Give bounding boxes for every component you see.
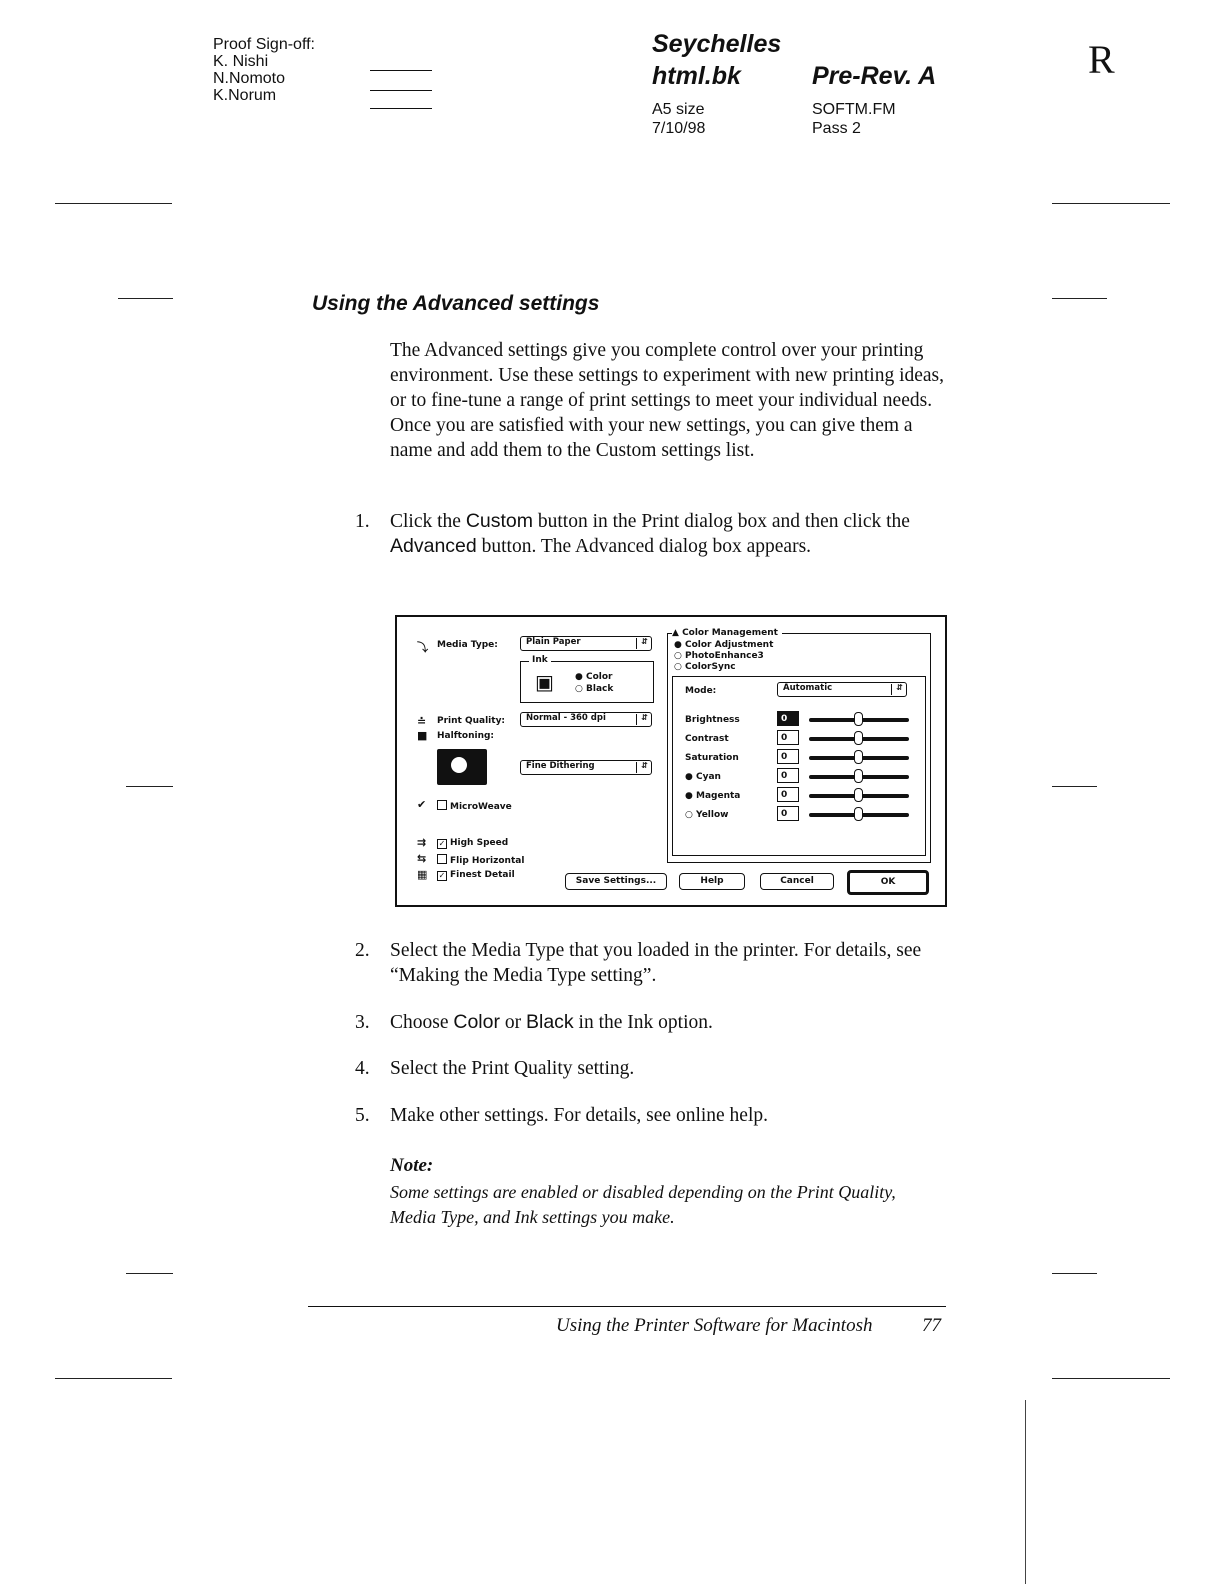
ink-label: Ink [529, 655, 551, 665]
print-quality-label: Print Quality: [437, 716, 506, 726]
ink-cartridge-icon: ▣ [535, 670, 554, 694]
high-speed-checkbox[interactable]: ✓ High Speed [438, 838, 509, 848]
step-number: 5. [355, 1105, 370, 1126]
finest-detail-checkbox[interactable]: ✓ Finest Detail [438, 870, 515, 880]
save-settings-button[interactable]: Save Settings... [565, 873, 667, 890]
yellow-label: ○ Yellow [685, 810, 729, 820]
slider-knob[interactable] [854, 788, 863, 802]
cyan-slider[interactable] [809, 775, 909, 779]
brightness-label: Brightness [685, 715, 740, 725]
yellow-field[interactable]: 0 [777, 806, 799, 821]
magenta-slider[interactable] [809, 794, 909, 798]
slider-knob[interactable] [854, 807, 863, 821]
yellow-slider[interactable] [809, 813, 909, 817]
crop-mark [55, 1378, 172, 1379]
header-pass: Pass 2 [812, 120, 861, 137]
print-quality-icon: ≐ [417, 715, 427, 728]
contrast-label: Contrast [685, 734, 729, 744]
magenta-field[interactable]: 0 [777, 787, 799, 802]
crop-mark [126, 1273, 173, 1274]
microweave-icon: ✔ [417, 798, 427, 811]
page-number: 77 [922, 1315, 941, 1336]
crop-mark [118, 298, 173, 299]
halftone-preview-image [437, 749, 487, 785]
ok-button[interactable]: OK [847, 870, 929, 895]
ink-group [520, 655, 654, 703]
colorsync-radio[interactable]: ○ ColorSync [674, 662, 736, 672]
print-quality-select[interactable]: Normal - 360 dpi ⇵ [520, 712, 652, 727]
proof-signoff [213, 36, 315, 104]
updown-arrow-icon: ⇵ [641, 761, 648, 770]
contrast-slider[interactable] [809, 737, 909, 741]
halftoning-select[interactable]: Fine Dithering ⇵ [520, 760, 652, 775]
proof-name: K. Nishi [213, 53, 269, 70]
proof-name: K.Norum [213, 87, 277, 104]
header-date: 7/10/98 [652, 120, 706, 137]
updown-arrow-icon: ⇵ [641, 713, 648, 722]
step-number: 3. [355, 1012, 370, 1033]
header-size: A5 size [652, 101, 705, 118]
slider-knob[interactable] [854, 769, 863, 783]
cancel-button[interactable]: Cancel [760, 873, 834, 890]
saturation-slider[interactable] [809, 756, 909, 760]
high-speed-icon: ⇉ [417, 836, 427, 849]
signature-line [370, 70, 432, 71]
crop-mark [1052, 298, 1107, 299]
color-adjustment-panel [672, 676, 926, 856]
photoenhance-radio[interactable]: ○ PhotoEnhance3 [674, 651, 764, 661]
step-text: Make other settings. For details, see online help. [390, 1105, 769, 1126]
note-label: Note: [390, 1155, 434, 1176]
saturation-label: Saturation [685, 753, 739, 763]
proof-heading: Proof Sign-off: [213, 36, 315, 53]
crop-mark [55, 203, 172, 204]
step-text: Choose Color or Black in the Ink option. [390, 1011, 713, 1033]
footer-title: Using the Printer Software for Macintosh [556, 1315, 873, 1336]
header-revision: Pre-Rev. A [812, 62, 937, 90]
updown-arrow-icon: ⇵ [641, 637, 648, 646]
brightness-slider[interactable] [809, 718, 909, 722]
header-book: html.bk [652, 62, 741, 90]
halftoning-label: Halftoning: [437, 731, 495, 741]
step-text: Click the Custom button in the Print dialog box and then click the Advanced button. The Advanced dialog box appears. [390, 510, 910, 557]
media-type-select[interactable]: Plain Paper ⇵ [520, 636, 652, 651]
mode-label: Mode: [685, 686, 717, 696]
media-type-label: Media Type: [437, 640, 498, 650]
cyan-label: ● Cyan [685, 772, 721, 782]
footer-rule [308, 1306, 946, 1307]
media-type-icon: ⤵ [417, 641, 428, 654]
slider-knob[interactable] [854, 750, 863, 764]
color-group [667, 628, 931, 863]
signature-line [370, 90, 432, 91]
header-file: SOFTM.FM [812, 101, 896, 118]
step-text: Select the Media Type that you loaded in the printer. For details, see “Making the Media Type setting”. [390, 940, 922, 986]
finest-detail-icon: ▦ [417, 868, 428, 881]
proof-name: N.Nomoto [213, 70, 286, 87]
crop-mark [1052, 1378, 1170, 1379]
crop-mark [1052, 786, 1097, 787]
ink-color-radio[interactable]: ● Color [575, 672, 613, 682]
advanced-dialog [395, 615, 947, 907]
magenta-label: ● Magenta [685, 791, 741, 801]
step-number: 1. [355, 511, 370, 532]
flip-horizontal-icon: ⇆ [417, 852, 427, 865]
color-management-label: ▲ Color Management [672, 628, 782, 638]
crop-mark [1052, 1273, 1097, 1274]
halftoning-icon: ■ [417, 729, 428, 742]
slider-knob[interactable] [854, 712, 863, 726]
ink-black-radio[interactable]: ○ Black [575, 684, 614, 694]
signature-line [370, 108, 432, 109]
cyan-field[interactable]: 0 [777, 768, 799, 783]
saturation-field[interactable]: 0 [777, 749, 799, 764]
step-text: Select the Print Quality setting. [390, 1058, 635, 1079]
contrast-field[interactable]: 0 [777, 730, 799, 745]
crop-mark [1052, 203, 1170, 204]
section-title: Using the Advanced settings [312, 292, 600, 315]
step-number: 4. [355, 1058, 370, 1079]
note-text: Some settings are enabled or disabled depending on the Print Quality, Media Type, and Ink settings you make. [390, 1182, 896, 1227]
printer-icon: ▲ [672, 628, 683, 638]
microweave-checkbox[interactable]: MicroWeave [437, 800, 512, 812]
header-project: Seychelles [652, 30, 782, 58]
crop-mark [126, 786, 173, 787]
crop-mark [1025, 1400, 1026, 1584]
brightness-field[interactable]: 0 [777, 711, 799, 726]
color-adjustment-radio[interactable]: ● Color Adjustment [674, 640, 774, 650]
corner-mark: R [1088, 37, 1115, 82]
updown-arrow-icon: ⇵ [896, 683, 903, 692]
slider-knob[interactable] [854, 731, 863, 745]
intro-paragraph: The Advanced settings give you complete control over your printing environment. Use these settings to experiment with new printing ideas, or to fine-tune a range of print settings to meet your individual needs. Once you are satisfied with your new settings, you can give them a name and add them to the Custom settings list. [390, 340, 945, 461]
help-button[interactable]: Help [679, 873, 745, 890]
flip-horizontal-checkbox[interactable]: Flip Horizontal [437, 854, 524, 866]
step-number: 2. [355, 940, 370, 961]
mode-select[interactable]: Automatic ⇵ [777, 682, 907, 697]
